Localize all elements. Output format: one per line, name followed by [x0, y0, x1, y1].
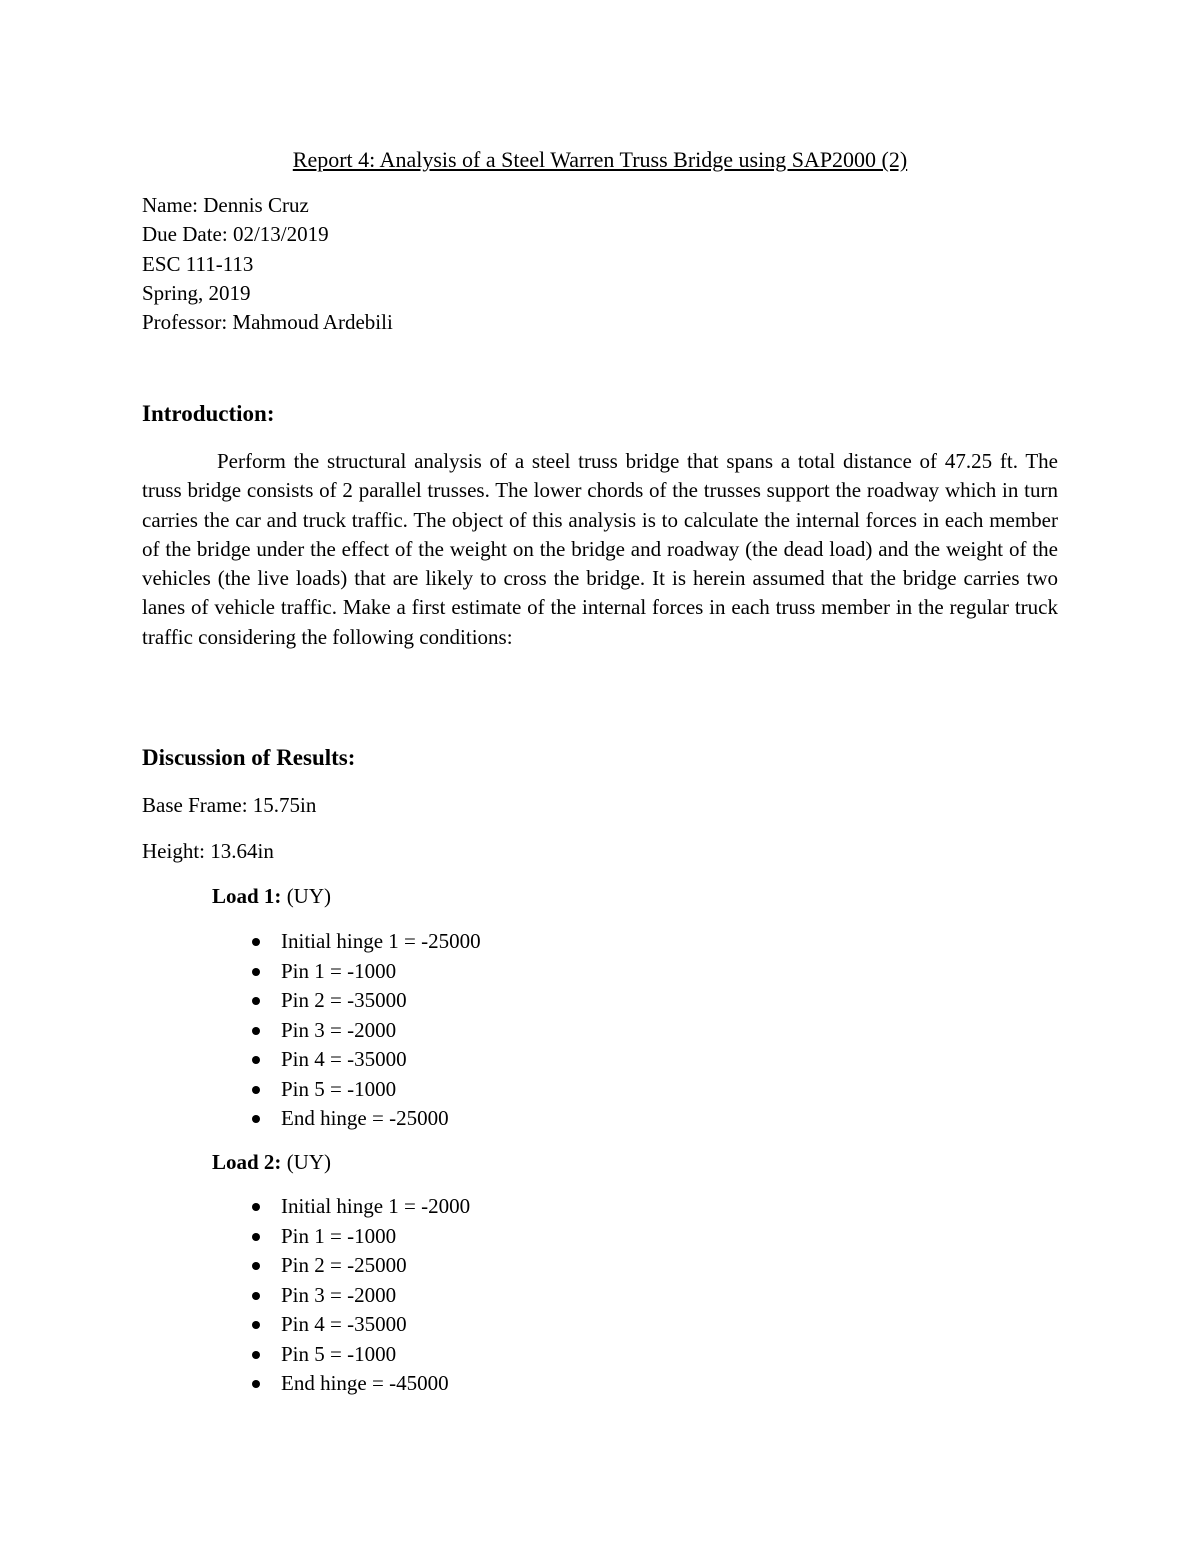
discussion-heading: Discussion of Results:	[142, 745, 356, 770]
report-title: Report 4: Analysis of a Steel Warren Truss Bridge using SAP2000 (2)	[292, 147, 908, 172]
bullet-icon	[252, 1321, 260, 1329]
bullet-icon	[252, 1027, 260, 1035]
list-item-text: Pin 1 = -1000	[281, 958, 397, 983]
author-info-block	[142, 191, 393, 337]
list-item-text: Pin 1 = -1000	[281, 1223, 397, 1248]
list-item-text: Initial hinge 1 = -25000	[281, 929, 481, 953]
list-item-text: Pin 3 = -2000	[281, 1282, 397, 1307]
load-1-direction: (UY)	[281, 884, 332, 908]
bullet-icon	[252, 1292, 260, 1300]
list-item-text: Pin 5 = -1000	[281, 1341, 397, 1366]
list-item-text: End hinge = -25000	[281, 1106, 449, 1130]
list-item-text: Pin 4 = -35000	[281, 1312, 407, 1336]
term: Spring, 2019	[142, 280, 251, 305]
list-item-text: Pin 2 = -25000	[281, 1253, 407, 1277]
list-item-text: Pin 5 = -1000	[281, 1076, 397, 1101]
bullet-icon	[252, 1233, 260, 1241]
load-2-direction: (UY)	[281, 1150, 332, 1174]
bullet-icon	[252, 997, 260, 1005]
base-frame-text: Base Frame: 15.75in	[142, 793, 317, 817]
professor-name: Professor: Mahmoud Ardebili	[142, 310, 393, 335]
introduction-paragraph: Perform the structural analysis of a steel truss bridge that spans a total distance of 47.25 ft. The truss bridge consists of 2 parallel trusses. The lower chords of the trusses support the roadway which in turn carries the car and truck traffic. The object of this analysis is to calculate the internal forces in each member of the bridge under the effect of the weight on the bridge and roadway (the dead load) and the weight of the vehicles (the live loads) that are likely to cross the bridge. It is herein assumed that the bridge carries two lanes of vehicle traffic. Make a first estimate of the internal forces in each truss member in the regular truck traffic considering the following conditions:	[142, 449, 1058, 649]
load-2-heading	[212, 1147, 331, 1177]
due-date: Due Date: 02/13/2019	[142, 222, 329, 247]
bullet-icon	[252, 1203, 260, 1211]
bullet-icon	[252, 1056, 260, 1064]
introduction-heading: Introduction:	[142, 401, 275, 426]
list-item-text: Initial hinge 1 = -2000	[281, 1194, 471, 1218]
bullet-icon	[252, 938, 260, 946]
bullet-icon	[252, 1115, 260, 1123]
list-item-text: Pin 3 = -2000	[281, 1017, 397, 1042]
bullet-icon	[252, 968, 260, 976]
list-item-text: Pin 2 = -35000	[281, 988, 407, 1012]
author-name: Name: Dennis Cruz	[142, 193, 309, 217]
bullet-icon	[252, 1262, 260, 1270]
bullet-icon	[252, 1380, 260, 1388]
list-item-text: End hinge = -45000	[281, 1371, 449, 1395]
bullet-icon	[252, 1351, 260, 1359]
load-2-label: Load 2:	[212, 1150, 282, 1174]
list-item-text: Pin 4 = -35000	[281, 1047, 407, 1071]
bullet-icon	[252, 1086, 260, 1094]
course-code: ESC 111-113	[142, 251, 254, 276]
load-1-label: Load 1:	[212, 884, 282, 908]
height-text: Height: 13.64in	[142, 839, 274, 863]
load-1-heading	[212, 881, 331, 911]
